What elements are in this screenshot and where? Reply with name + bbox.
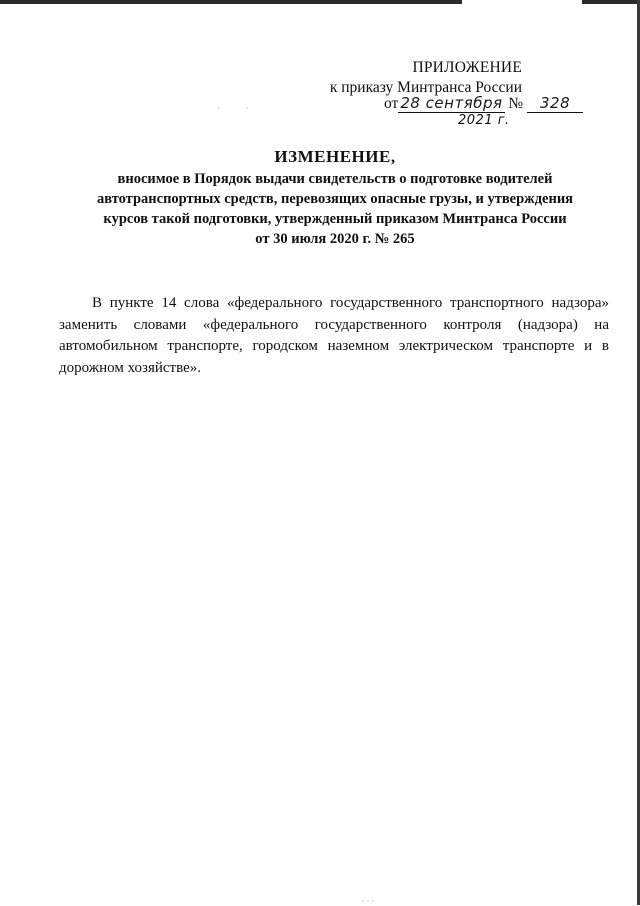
handwritten-year: 2021 г. xyxy=(458,113,510,128)
scan-speck: · xyxy=(217,104,220,113)
handwritten-number: 328 xyxy=(527,94,583,113)
body-paragraph: В пункте 14 слова «федерального государственного транспортного надзора» заменить словами «федерального государственного контроля (надзора) на автомобильном транспорте, городском наземном электрическом транспорте и в дорожном хозяйстве». xyxy=(59,295,609,376)
order-from-label: от xyxy=(384,95,399,112)
scan-bottom-marks: · · · xyxy=(362,897,374,906)
scan-top-border-gap xyxy=(462,0,582,4)
handwritten-date: 28 сентября xyxy=(400,94,503,112)
document-heading: ИЗМЕНЕНИЕ, xyxy=(274,147,396,166)
body-paragraph-block xyxy=(59,293,609,379)
subheading-line: автотранспортных средств, перевозящих опасные грузы, и утверждения xyxy=(96,191,574,207)
subheading-line: вносимое в Порядок выдачи свидетельств о подготовке водителей xyxy=(117,171,553,187)
order-number-label: № xyxy=(508,95,524,112)
scan-speck: · xyxy=(246,104,249,113)
appendix-block xyxy=(322,58,522,98)
subheading-line: курсов такой подготовки, утвержденный приказом Минтранса России xyxy=(103,211,567,227)
appendix-title: ПРИЛОЖЕНИЕ xyxy=(412,59,522,76)
subheading-line: от 30 июля 2020 г. № 265 xyxy=(255,231,415,247)
document-subheading xyxy=(40,169,630,249)
appendix-subtitle: к приказу Минтранса России xyxy=(329,79,522,96)
order-reference xyxy=(384,94,583,113)
